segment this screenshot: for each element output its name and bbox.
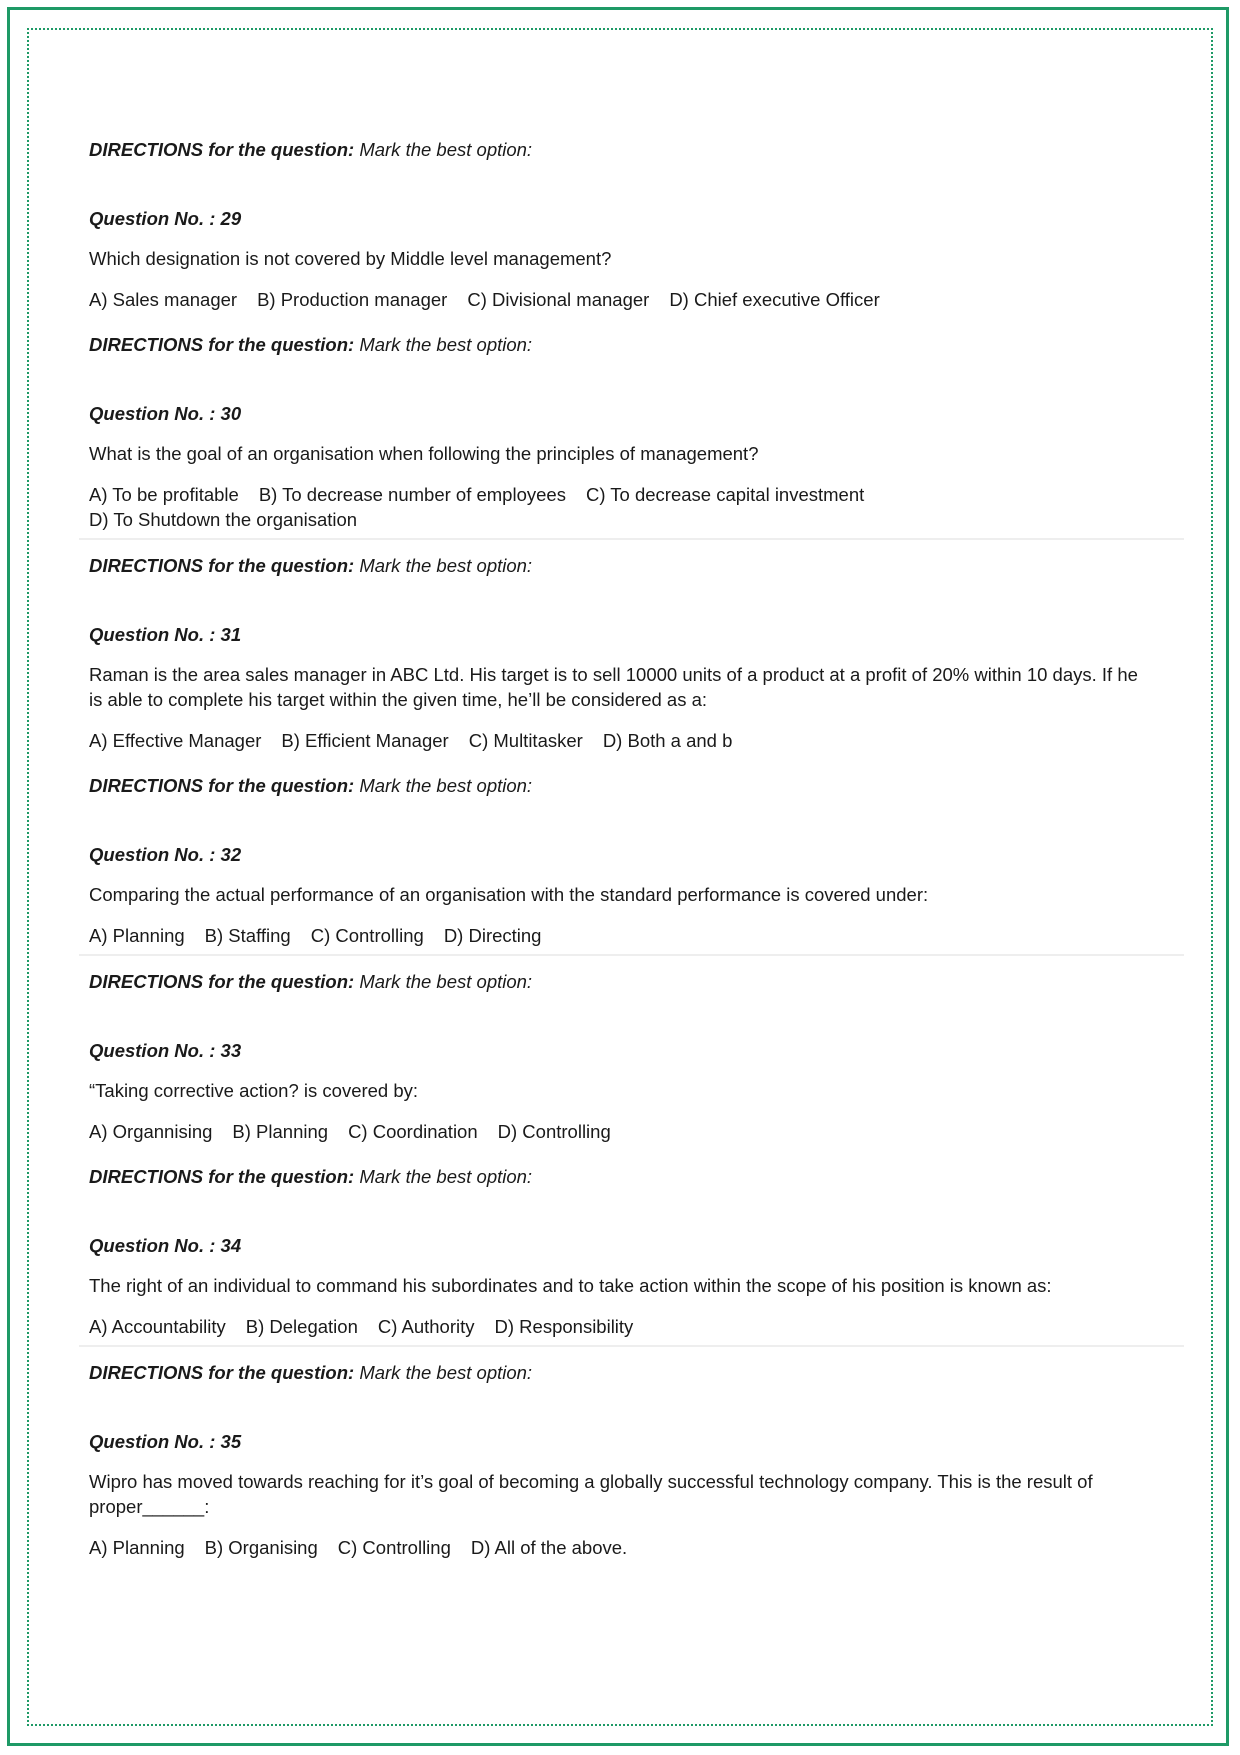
options-row	[89, 287, 1174, 312]
options-row	[89, 1119, 1174, 1144]
option-c[interactable]: C) Divisional manager	[467, 289, 650, 310]
section-separator	[79, 538, 1184, 540]
directions-instruction: Mark the best option:	[359, 555, 533, 576]
question-block-33	[89, 970, 1174, 1144]
option-a[interactable]: A) Planning	[89, 925, 185, 946]
question-text: “Taking corrective action? is covered by:	[89, 1080, 419, 1101]
question-text: What is the goal of an organisation when following the principles of management?	[89, 443, 759, 464]
option-a[interactable]: A) To be profitable	[89, 484, 239, 505]
options-row	[89, 1535, 1174, 1560]
option-a[interactable]: A) Accountability	[89, 1316, 226, 1337]
option-b[interactable]: B) To decrease number of employees	[258, 484, 566, 505]
option-c[interactable]: C) To decrease capital investment	[585, 484, 865, 505]
question-block-29	[89, 138, 1174, 312]
directions-line	[89, 970, 1174, 994]
directions-lead: DIRECTIONS for the question:	[89, 1166, 355, 1187]
option-d[interactable]: D) Both a and b	[602, 730, 733, 751]
question-text: Wipro has moved towards reaching for it’s goal of becoming a globally successful technology company. This is the result of proper______:	[89, 1471, 1093, 1517]
question-text: Which designation is not covered by Middle level management?	[89, 248, 612, 269]
option-c[interactable]: C) Multitasker	[468, 730, 583, 751]
directions-instruction: Mark the best option:	[359, 971, 533, 992]
question-block-31	[89, 554, 1174, 753]
option-b[interactable]: B) Staffing	[204, 925, 291, 946]
question-block-35	[89, 1361, 1174, 1560]
options-row	[89, 728, 1174, 753]
directions-lead: DIRECTIONS for the question:	[89, 775, 355, 796]
option-b[interactable]: B) Organising	[204, 1537, 318, 1558]
directions-line	[89, 138, 1174, 162]
directions-instruction: Mark the best option:	[359, 1166, 533, 1187]
directions-instruction: Mark the best option:	[359, 1362, 533, 1383]
option-d[interactable]: D) Directing	[443, 925, 542, 946]
section-separator	[79, 1345, 1184, 1347]
directions-line	[89, 774, 1174, 798]
option-a[interactable]: A) Organnising	[89, 1121, 213, 1142]
option-c[interactable]: C) Controlling	[310, 925, 424, 946]
directions-line	[89, 1165, 1174, 1189]
options-row	[89, 923, 1174, 948]
option-a[interactable]: A) Sales manager	[89, 289, 238, 310]
question-number: Question No. : 29	[89, 208, 242, 229]
question-list	[89, 138, 1174, 1560]
directions-lead: DIRECTIONS for the question:	[89, 139, 355, 160]
directions-lead: DIRECTIONS for the question:	[89, 971, 355, 992]
question-block-34	[89, 1165, 1174, 1347]
options-row	[89, 1314, 1174, 1339]
question-text: The right of an individual to command his subordinates and to take action within the scope of his position is known as:	[89, 1275, 1052, 1296]
options-row	[89, 482, 1174, 532]
option-d[interactable]: D) Controlling	[497, 1121, 611, 1142]
question-text: Raman is the area sales manager in ABC Ltd. His target is to sell 10000 units of a product at a profit of 20% within 10 days. If he is able to complete his target within the given time, he’ll be considered as a:	[89, 664, 1138, 710]
question-number: Question No. : 35	[89, 1431, 242, 1452]
option-b[interactable]: B) Efficient Manager	[281, 730, 449, 751]
option-b[interactable]: B) Planning	[232, 1121, 329, 1142]
option-d[interactable]: D) Chief executive Officer	[669, 289, 880, 310]
directions-line	[89, 554, 1174, 578]
option-c[interactable]: C) Authority	[377, 1316, 475, 1337]
question-number: Question No. : 30	[89, 403, 242, 424]
directions-instruction: Mark the best option:	[359, 334, 533, 355]
directions-line	[89, 1361, 1174, 1385]
directions-lead: DIRECTIONS for the question:	[89, 555, 355, 576]
question-number: Question No. : 31	[89, 624, 242, 645]
option-a[interactable]: A) Planning	[89, 1537, 185, 1558]
option-b[interactable]: B) Production manager	[257, 289, 448, 310]
option-a[interactable]: A) Effective Manager	[89, 730, 262, 751]
question-text: Comparing the actual performance of an organisation with the standard performance is covered under:	[89, 884, 929, 905]
question-number: Question No. : 32	[89, 844, 242, 865]
directions-lead: DIRECTIONS for the question:	[89, 334, 355, 355]
directions-lead: DIRECTIONS for the question:	[89, 1362, 355, 1383]
option-b[interactable]: B) Delegation	[245, 1316, 358, 1337]
option-d[interactable]: D) To Shutdown the organisation	[89, 509, 358, 530]
directions-instruction: Mark the best option:	[359, 139, 533, 160]
option-d[interactable]: D) Responsibility	[494, 1316, 634, 1337]
option-c[interactable]: C) Controlling	[337, 1537, 451, 1558]
section-separator	[79, 954, 1184, 956]
option-c[interactable]: C) Coordination	[348, 1121, 478, 1142]
question-number: Question No. : 33	[89, 1040, 242, 1061]
directions-line	[89, 333, 1174, 357]
question-block-30	[89, 333, 1174, 540]
question-number: Question No. : 34	[89, 1235, 242, 1256]
directions-instruction: Mark the best option:	[359, 775, 533, 796]
question-block-32	[89, 774, 1174, 956]
option-d[interactable]: D) All of the above.	[470, 1537, 628, 1558]
